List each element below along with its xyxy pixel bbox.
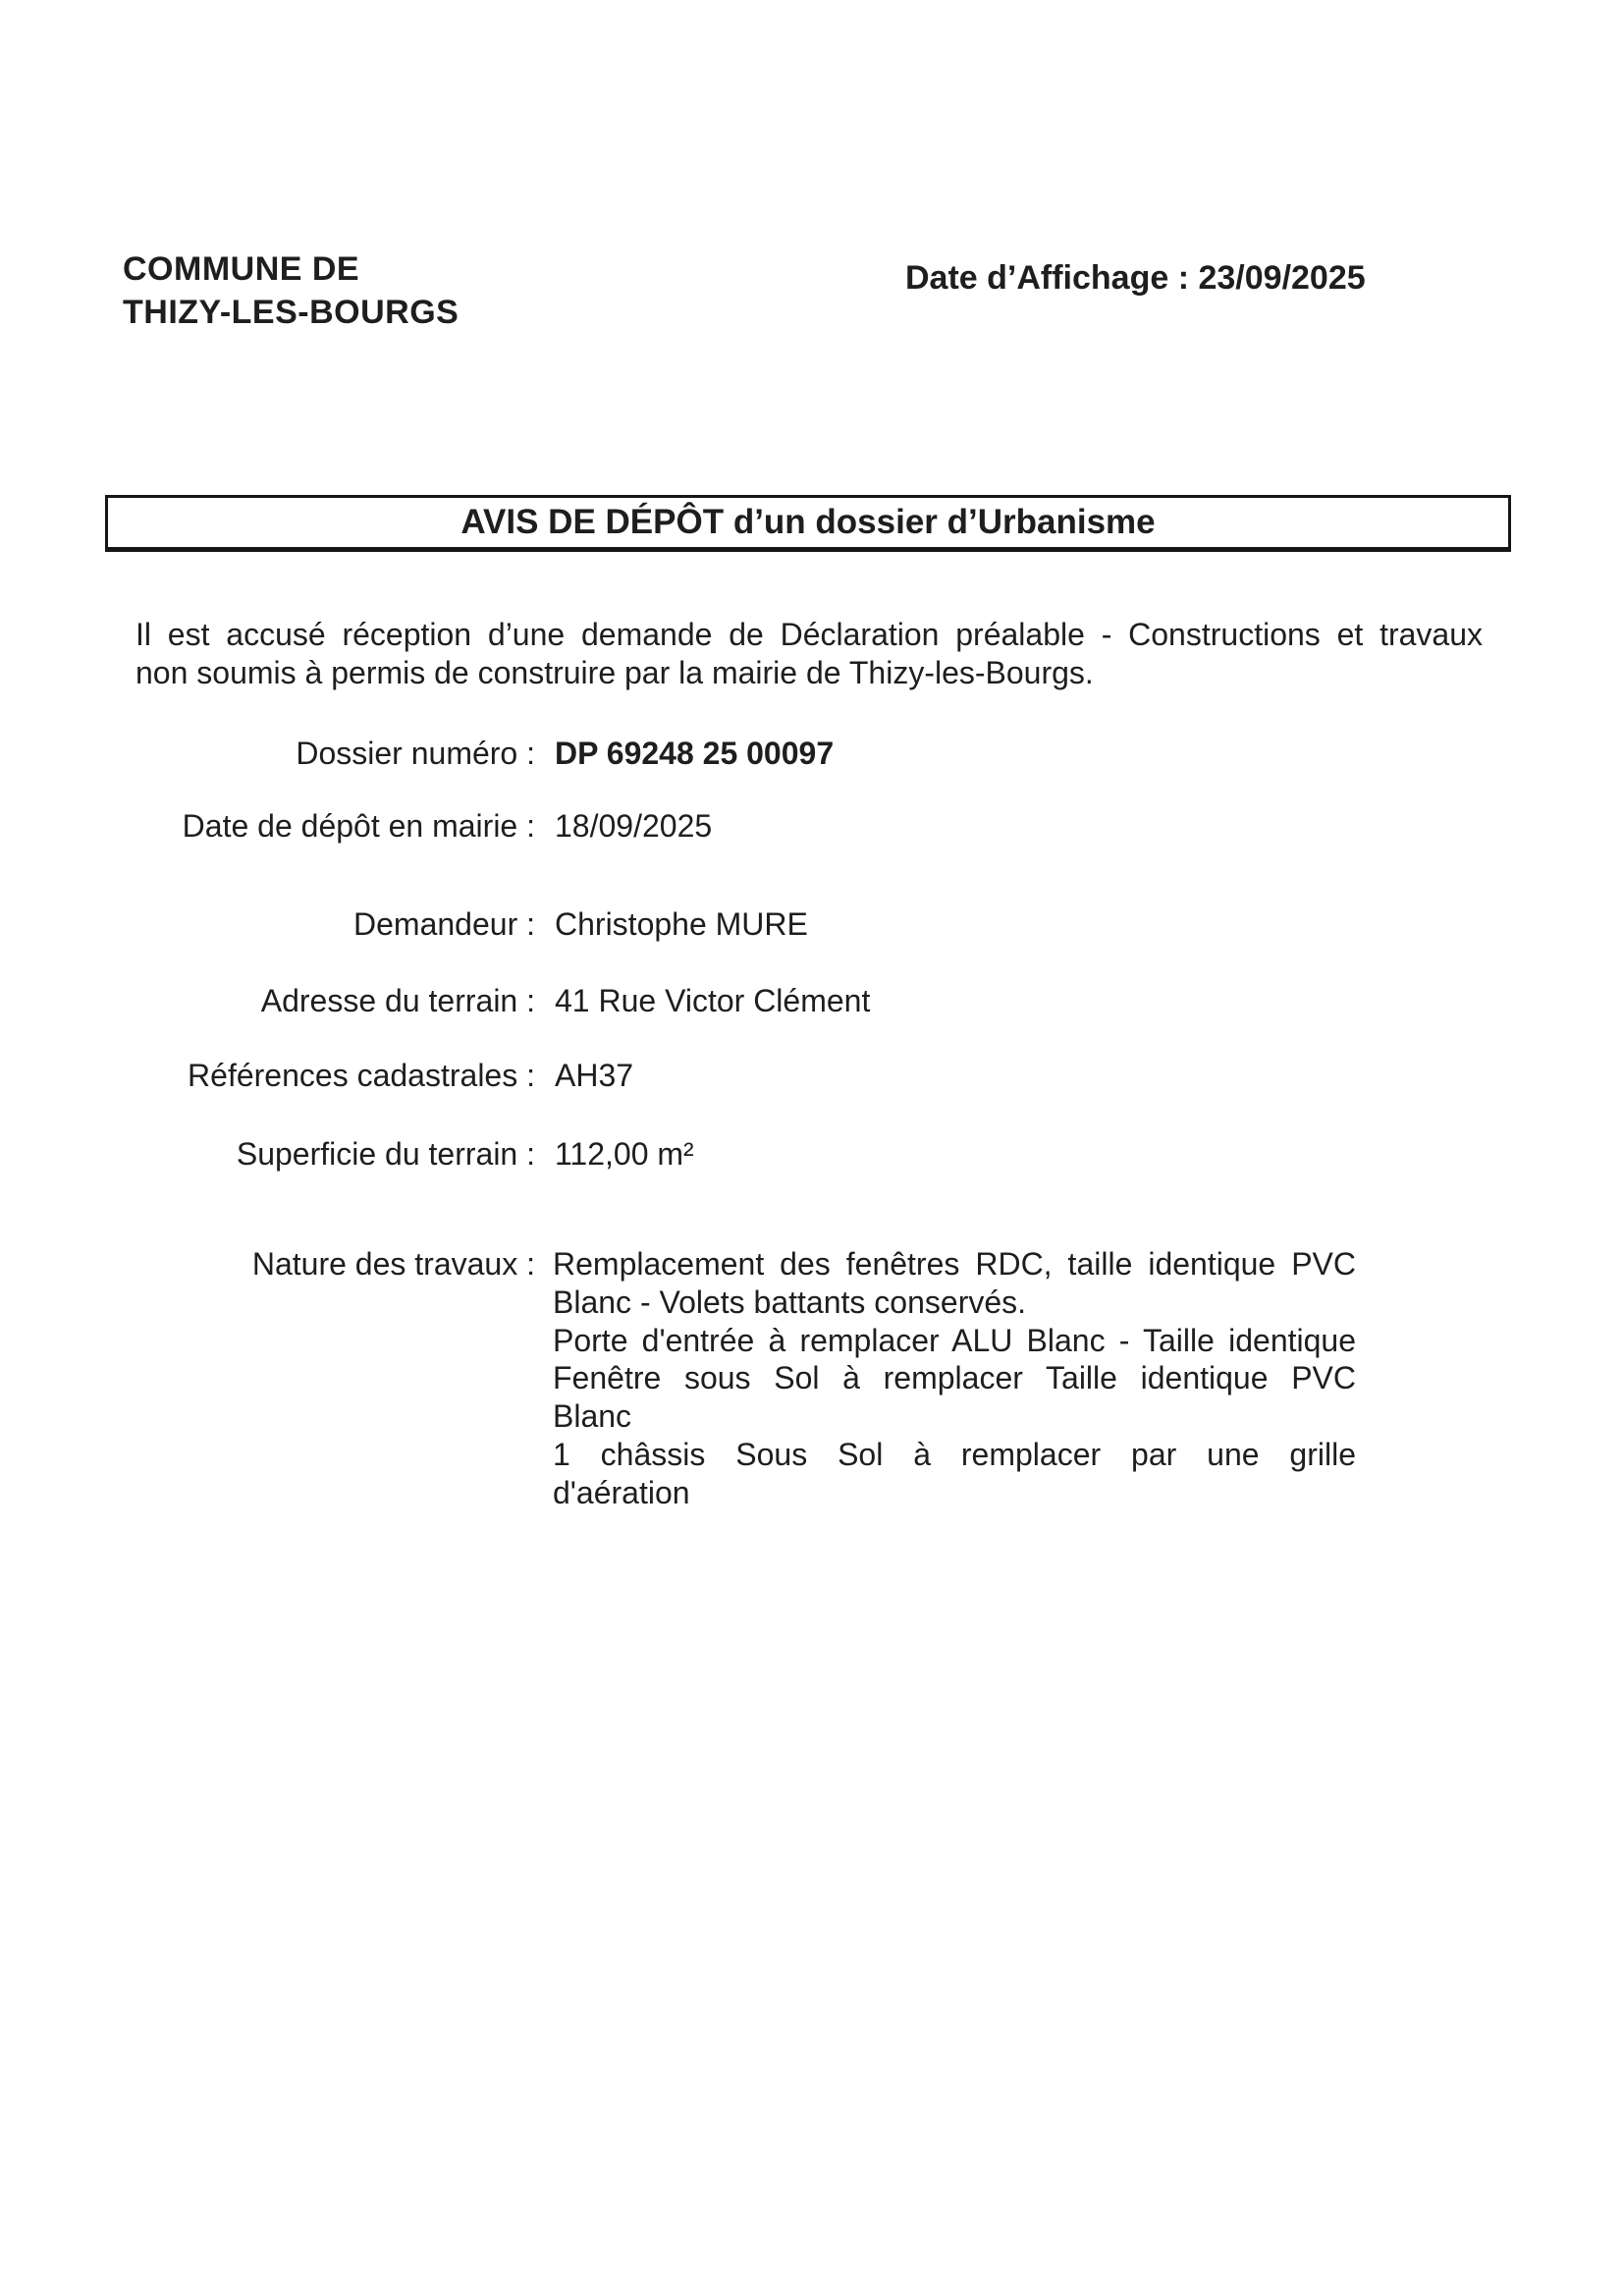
commune-name-line1: COMMUNE DE (123, 250, 360, 288)
intro-paragraph (135, 616, 1483, 692)
field-label-nature-travaux: Nature des travaux : (251, 1246, 535, 1282)
field-value-adresse-terrain: 41 Rue Victor Clément (555, 983, 871, 1018)
nature-line-7: d'aération (553, 1474, 690, 1510)
field-label-demandeur: Demandeur : (353, 906, 535, 942)
field-label-date-depot: Date de dépôt en mairie : (182, 808, 535, 844)
field-label-references-cadastrales: Références cadastrales : (188, 1058, 535, 1093)
field-value-date-depot: 18/09/2025 (555, 808, 713, 844)
nature-line-1: Remplacement des fenêtres RDC, taille identique PVC (553, 1246, 1356, 1282)
nature-line-2: Blanc - Volets battants conservés. (553, 1284, 1027, 1320)
field-label-dossier-numero: Dossier numéro : (296, 736, 535, 771)
commune-name-line2: THIZY-LES-BOURGS (123, 294, 460, 331)
field-value-references-cadastrales: AH37 (555, 1058, 634, 1093)
nature-line-4: Fenêtre sous Sol à remplacer Taille identique PVC (553, 1360, 1356, 1396)
commune-name (123, 247, 459, 334)
nature-line-3: Porte d'entrée à remplacer ALU Blanc - Taille identique (553, 1322, 1356, 1358)
field-value-superficie-terrain: 112,00 m² (555, 1136, 694, 1172)
nature-line-6: 1 châssis Sous Sol à remplacer par une grille (553, 1436, 1356, 1472)
field-value-nature-travaux (553, 1245, 1356, 1512)
field-label-adresse-terrain: Adresse du terrain : (260, 983, 535, 1018)
nature-line-5: Blanc (553, 1398, 632, 1435)
field-value-demandeur: Christophe MURE (555, 906, 808, 942)
field-label-superficie-terrain: Superficie du terrain : (236, 1136, 535, 1172)
intro-line-1: Il est accusé réception d’une demande de Déclaration préalable - Constructions et travaux (135, 617, 1483, 652)
intro-line-2: non soumis à permis de construire par la mairie de Thizy-les-Bourgs. (135, 655, 1094, 690)
notice-title: AVIS DE DÉPÔT d’un dossier d’Urbanisme (460, 503, 1156, 541)
field-value-dossier-numero: DP 69248 25 00097 (555, 736, 835, 771)
posting-date: Date d’Affichage : 23/09/2025 (905, 259, 1366, 297)
notice-title-box (105, 495, 1511, 552)
